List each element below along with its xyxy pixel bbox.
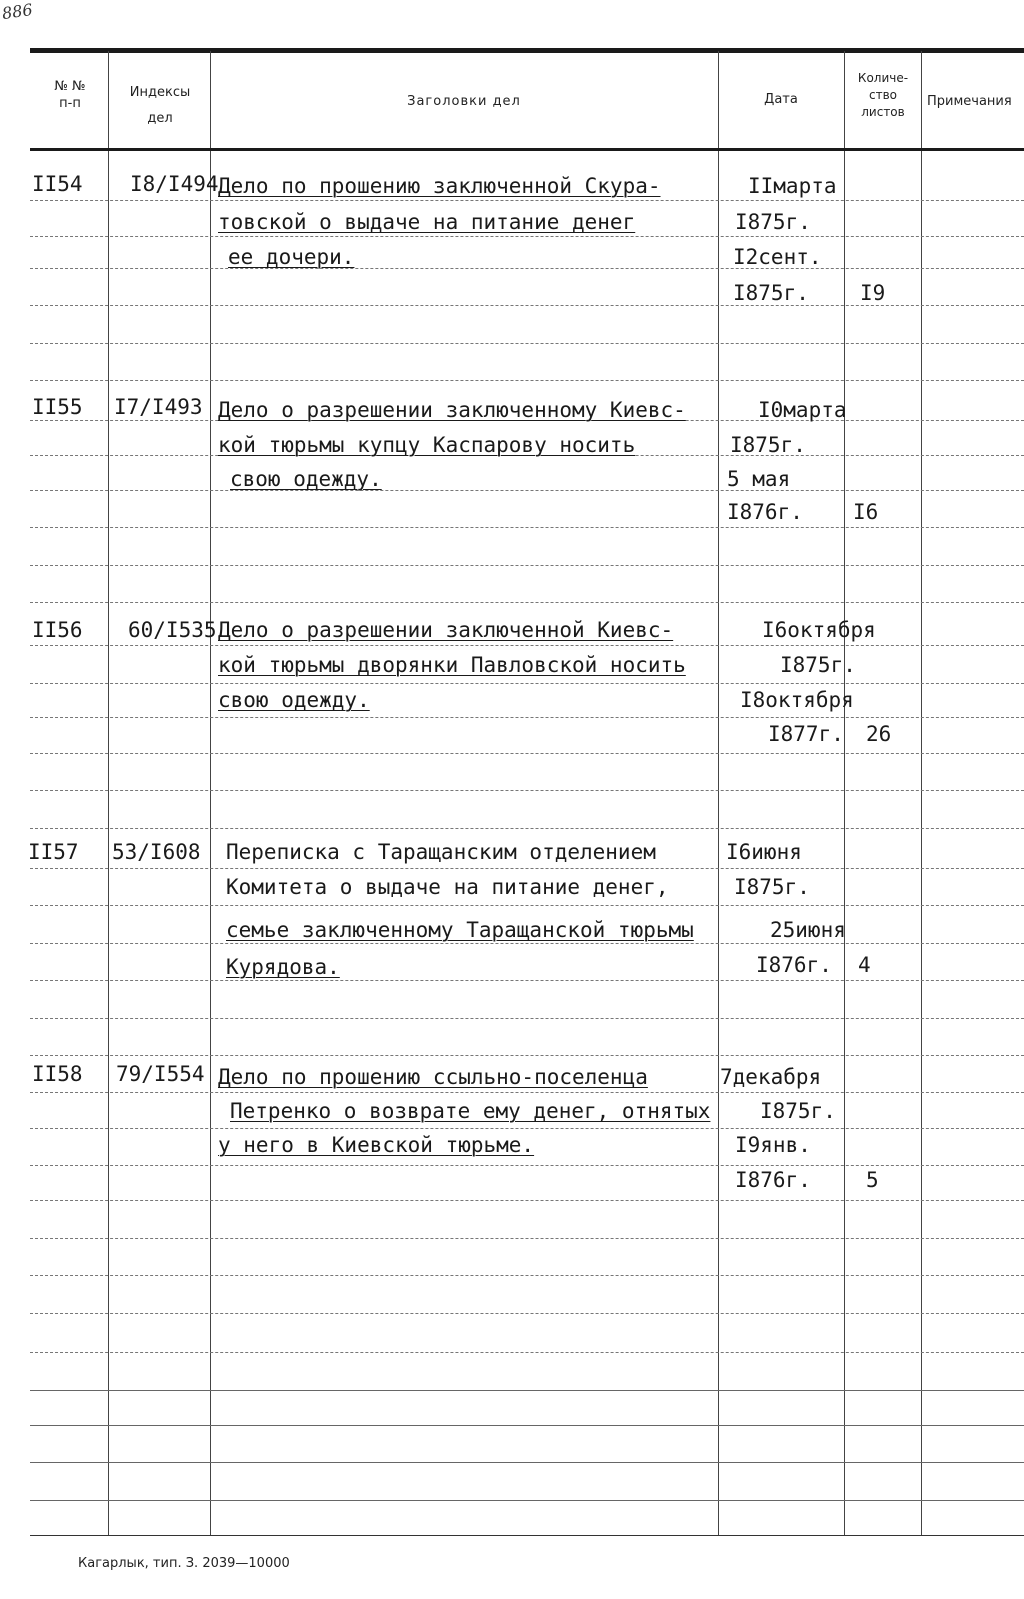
date-line: 7декабря bbox=[720, 1065, 822, 1089]
title-line: семье заключенному Таращанской тюрьмы bbox=[226, 918, 694, 942]
title-line: Переписка с Таращанским отделением bbox=[226, 840, 656, 864]
title-line: Дело по прошению заключенной Скура- bbox=[218, 174, 661, 198]
date-line: I875г. bbox=[735, 210, 811, 234]
date-line: I0марта bbox=[758, 398, 847, 422]
title-line: у него в Киевской тюрьме. bbox=[218, 1133, 535, 1157]
bottom-rule bbox=[30, 1535, 1024, 1536]
date-line: I9янв. bbox=[735, 1133, 811, 1157]
title-line: кой тюрьмы купцу Каспарову носить bbox=[218, 433, 636, 457]
title-line: кой тюрьмы дворянки Павловской носить bbox=[218, 653, 686, 677]
title-line: Дело о разрешении заключенной Киевс- bbox=[218, 618, 674, 642]
row-index: 53/I608 bbox=[112, 840, 201, 864]
row-number: II58 bbox=[32, 1062, 83, 1086]
row-index: 79/I554 bbox=[116, 1062, 205, 1086]
header-index: Индексы дел bbox=[129, 85, 191, 126]
row-number: II57 bbox=[28, 840, 79, 864]
date-line: I876г. bbox=[727, 500, 803, 524]
date-line: I876г. bbox=[756, 953, 832, 977]
footer-imprint: Кагарлык, тип. З. 2039—10000 bbox=[78, 1556, 290, 1571]
row-index: I7/I493 bbox=[114, 395, 203, 419]
date-line: I875г. bbox=[734, 875, 810, 899]
row-sheets: I6 bbox=[853, 500, 879, 524]
row-sheets: 5 bbox=[866, 1168, 879, 1192]
date-line: 5 мая bbox=[727, 467, 791, 491]
date-line: I8октября bbox=[740, 688, 854, 712]
title-line: Дело о разрешении заключенному Киевс- bbox=[218, 398, 686, 422]
date-line: 25июня bbox=[770, 918, 846, 942]
date-line: I875г. bbox=[733, 281, 809, 305]
row-index: I8/I494 bbox=[130, 172, 219, 196]
title-line: свою одежду. bbox=[230, 467, 382, 491]
date-line: I6июня bbox=[726, 840, 802, 864]
header-notes: Примечания bbox=[927, 94, 1012, 109]
row-index: 60/I535 bbox=[128, 618, 217, 642]
page-number: 886 bbox=[0, 0, 34, 24]
header-num: № № п-п bbox=[54, 79, 86, 111]
date-line: I6октября bbox=[762, 618, 876, 642]
title-line: Курядова. bbox=[226, 955, 340, 979]
row-number: II55 bbox=[32, 395, 83, 419]
top-rule bbox=[30, 48, 1024, 53]
row-sheets: I9 bbox=[860, 281, 886, 305]
date-line: I877г. bbox=[768, 722, 844, 746]
row-sheets: 26 bbox=[866, 722, 892, 746]
header-sheets: Количе- ство листов bbox=[857, 71, 909, 119]
header-date: Дата bbox=[764, 92, 798, 107]
title-line: свою одежду. bbox=[218, 688, 370, 712]
title-line: товской о выдаче на питание денег bbox=[218, 210, 636, 234]
header-title: Заголовки дел bbox=[407, 94, 521, 109]
row-sheets: 4 bbox=[858, 953, 871, 977]
date-line: I876г. bbox=[735, 1168, 811, 1192]
date-line: I875г. bbox=[760, 1099, 836, 1123]
row-number: II54 bbox=[32, 172, 83, 196]
header-rule bbox=[30, 148, 1024, 151]
title-line: Комитета о выдаче на питание денег, bbox=[226, 875, 669, 899]
title-line: Петренко о возврате ему денег, отнятых bbox=[230, 1099, 711, 1123]
date-line: I875г. bbox=[730, 433, 806, 457]
row-number: II56 bbox=[32, 618, 83, 642]
date-line: IIмарта bbox=[748, 174, 837, 198]
date-line: I2сент. bbox=[733, 245, 822, 269]
title-line: Дело по прошению ссыльно-поселенца bbox=[218, 1065, 648, 1089]
date-line: I875г. bbox=[780, 653, 856, 677]
title-line: ее дочери. bbox=[228, 245, 355, 269]
